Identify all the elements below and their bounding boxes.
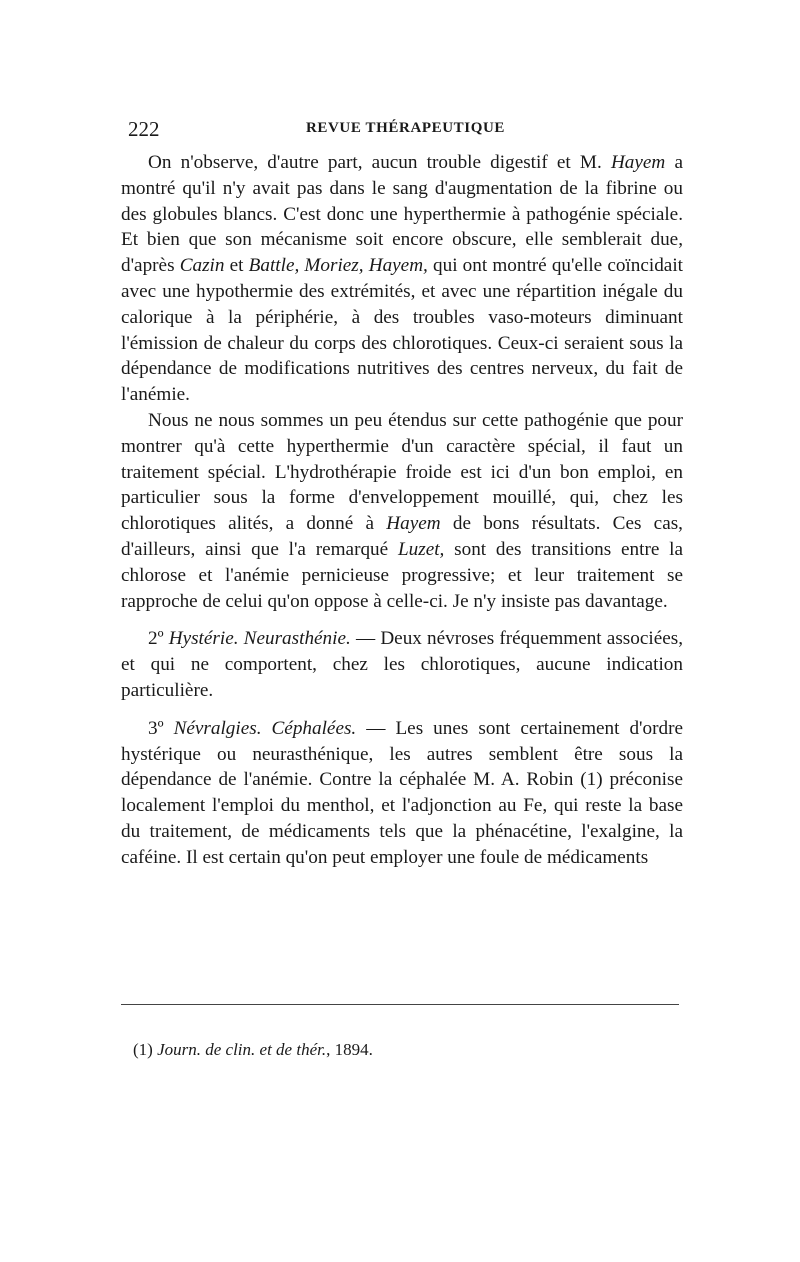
- page-body: [121, 150, 683, 871]
- author-name: Hayem: [386, 513, 441, 535]
- section-title: Hystérie. Neurasthénie.: [168, 628, 351, 650]
- footnote-divider: [121, 1004, 679, 1005]
- text-run: sont des transitions entre la chlorose et l'anémie pernicieuse progressive; et leur traitement se rapproche de celui qu'on oppose à celle-ci. Je n'y insiste pas davantage.: [121, 538, 684, 612]
- author-name: Luzet,: [397, 538, 445, 560]
- author-names: Battle, Moriez, Hayem,: [248, 255, 428, 277]
- text-run: — Deux névroses fréquemment associées, et qui ne comportent, chez les chlorotiques, aucune indication particulière.: [121, 628, 683, 701]
- text-run: — Les unes sont certainement d'ordre hystérique ou neurasthénique, les autres semblent être sous la dépendance de l'anémie. Contre la céphalée M. A. Robin (1) préconise localement l'emploi du menthol, et l'adjonction au Fe, qui reste la base du traitement, de médicaments tels que la phénacétine, l'exalgine, la caféine. Il est certain qu'on peut employer une foule de médicaments: [121, 717, 683, 868]
- author-name: Cazin: [179, 255, 225, 277]
- page-number: 222: [128, 117, 160, 141]
- text-run: de bons résultats. Ces cas, d'ailleurs, ainsi que l'a remarqué: [121, 513, 683, 560]
- paragraph-nevralgies: [121, 716, 683, 871]
- text-run: On n'observe, d'autre part, aucun trouble digestif et M.: [148, 152, 611, 173]
- section-number: 3º: [148, 717, 174, 739]
- text-run: qui ont montré qu'elle coïncidait avec une hypothermie des extrémités, et avec une répartition inégale du calorique à la périphérie, à des troubles vaso-moteurs diminuant l'émission de chaleur du corps des chlorotiques. Ceux-ci seraient sous la dépendance de modifications nutritives des centres nerveux, du fait de l'anémie.: [121, 255, 683, 406]
- page-header: [128, 117, 683, 141]
- footnote-marker: (1): [133, 1040, 158, 1059]
- section-number: 2º: [148, 628, 169, 650]
- paragraph-hysterie: [121, 626, 683, 703]
- text-run: a montré qu'il n'y avait pas dans le sang d'augmentation de la fibrine ou des globules blancs. C'est donc une hyperthermie à pathogénie spéciale. Et bien que son mécanisme soit encore obscure, elle semblerait due, d'après: [121, 152, 683, 277]
- running-title: REVUE THÉRAPEUTIQUE: [305, 120, 506, 136]
- footnote: [133, 1040, 373, 1060]
- text-run: Nous ne nous sommes un peu étendus sur cette pathogénie que pour montrer qu'à cette hyperthermie d'un caractère spécial, il faut un traitement spécial. L'hydrothérapie froide est ici d'un bon emploi, en particulier sous la forme d'enveloppement mouillé, qui, chez les chlorotiques alités, a donné à: [121, 409, 683, 535]
- paragraph-hyperthermie: [121, 150, 683, 408]
- section-title: Névralgies. Céphalées.: [173, 717, 357, 739]
- author-name: Hayem: [610, 152, 666, 173]
- footnote-source: Journ. de clin. et de thér.: [157, 1040, 327, 1059]
- text-run: et: [224, 255, 249, 277]
- footnote-year: , 1894.: [326, 1040, 373, 1059]
- paragraph-traitement: [121, 408, 683, 614]
